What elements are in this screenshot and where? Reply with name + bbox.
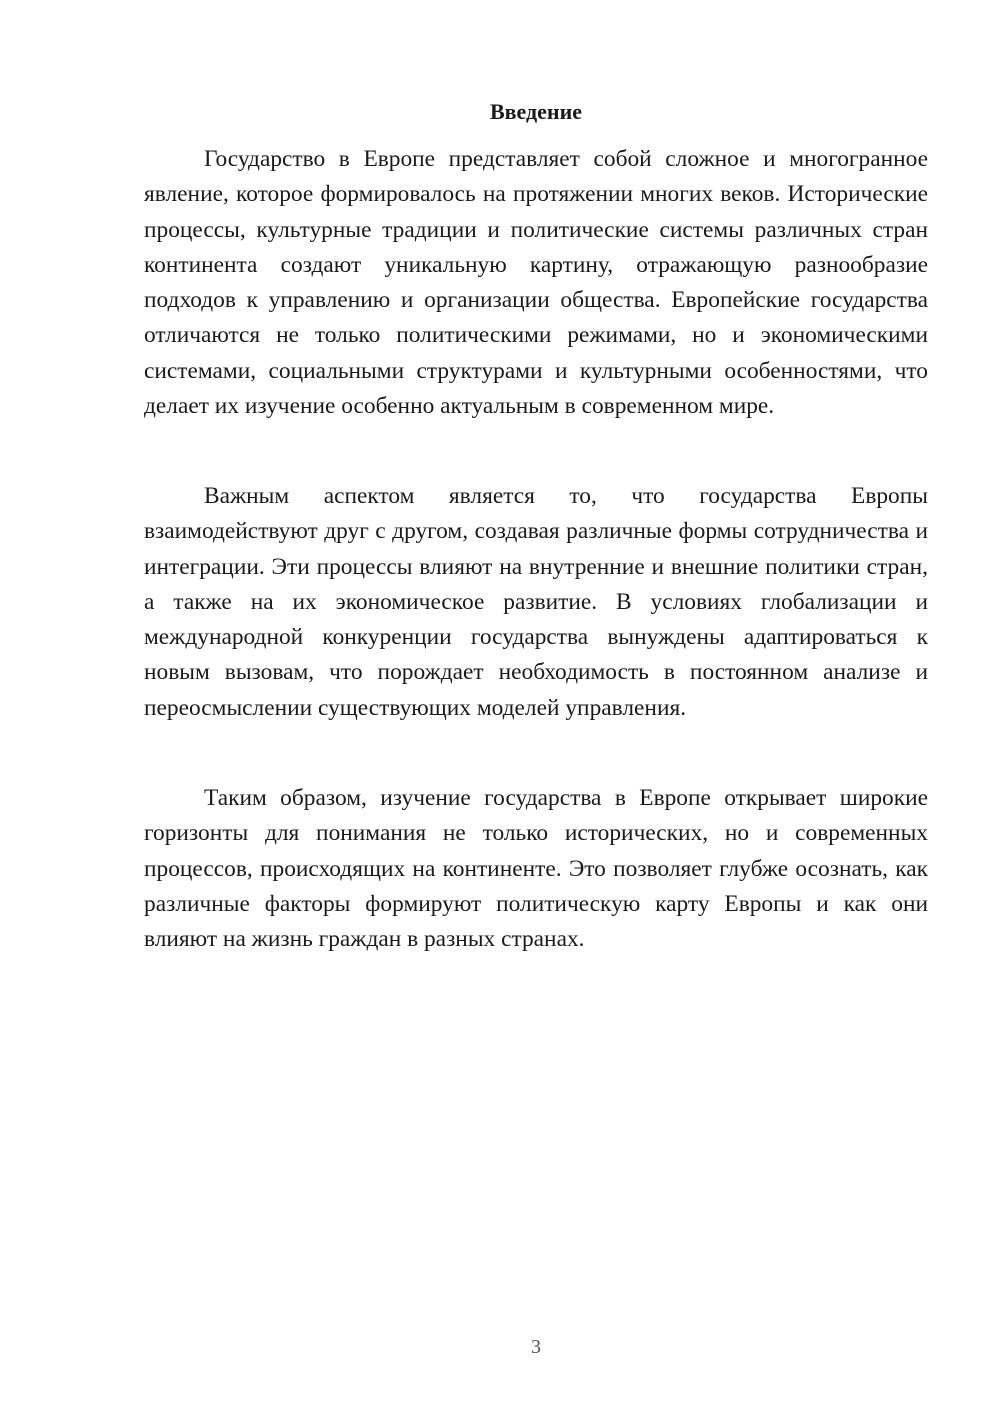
page-number: 3 xyxy=(531,1336,541,1358)
paragraph-2: Важным аспектом является то, что государства Европы взаимодействуют друг с другом, создавая различные формы сотрудничества и интеграции. Эти процессы влияют на внутренние и внешние политики стран, а также на их экономическое развитие. В условиях глобализации и международной конкуренции государства вынуждены адаптироваться к новым вызовам, что порождает необходимость в постоянном анализе и переосмыслении существующих моделей управления. xyxy=(144,483,928,721)
section-heading: Введение xyxy=(489,99,583,124)
paragraph-3: Таким образом, изучение государства в Европе открывает широкие горизонты для понимания не только исторических, но и современных процессов, происходящих на континенте. Это позволяет глубже осознать, как различные факторы формируют политическую карту Европы и как они влияют на жизнь граждан в разных странах. xyxy=(144,785,928,953)
paragraph-1: Государство в Европе представляет собой сложное и многогранное явление, которое формировалось на протяжении многих веков. Исторические процессы, культурные традиции и политические системы различных стран континента создают уникальную картину, отражающую разнообразие подходов к управлению и организации общества. Европейские государства отличаются не только политическими режимами, но и экономическими системами, социальными структурами и культурными особенностями, что делает их изучение особенно актуальным в современном мире. xyxy=(144,146,928,420)
